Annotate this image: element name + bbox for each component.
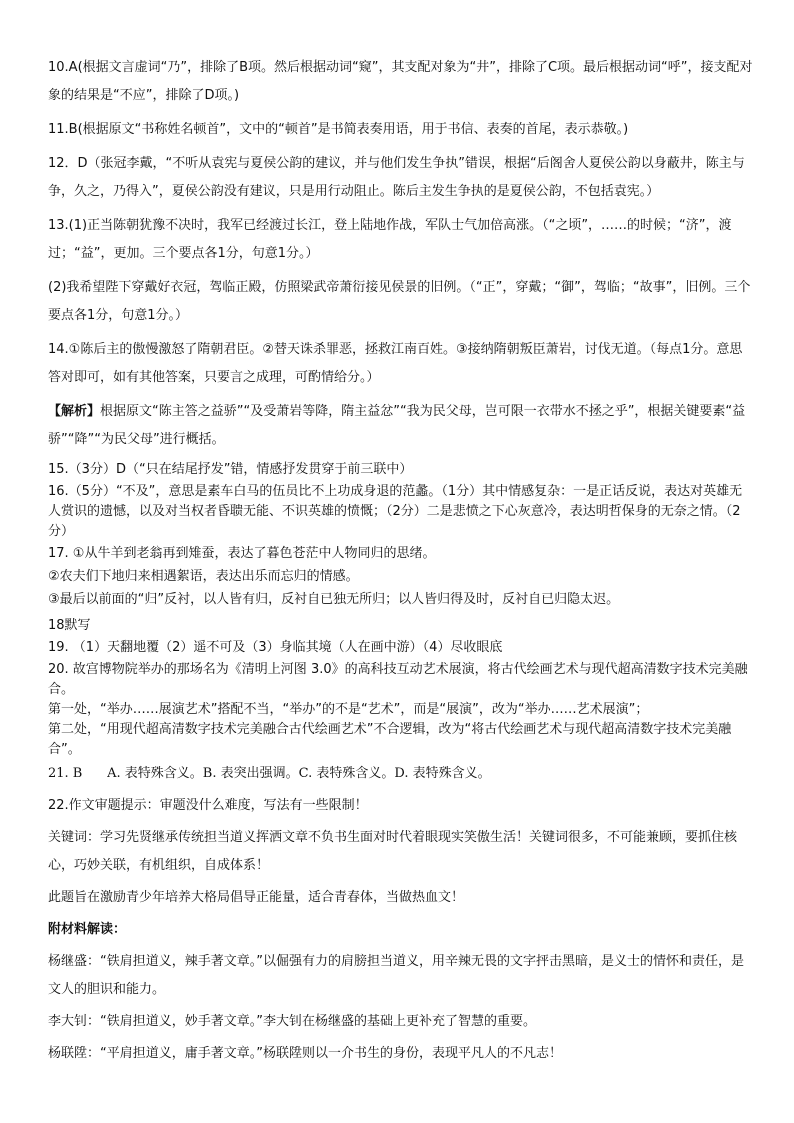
answer-q20-part2: 第一处，“举办……展演艺术”搭配不当，“举办”的不是“艺术”，而是“展演”，改为“举办……艺术展演”； [48,702,649,717]
essay-keywords: 关键词：学习先贤继承传统担当道义挥洒文章不负书生面对时代着眼现实笑傲生活！关键词很多，不可能兼顾，要抓住核心，巧妙关联，有机组织，自成体系！ [48,830,738,873]
material-yang-jisheng: 杨继盛：“铁肩担道义，辣手著文章。”以倔强有力的肩膀担当道义，用辛辣无畏的文字抨击黑暗，是义士的情怀和责任，是文人的胆识和能力。 [48,954,744,997]
answer-q13-part2: (2)我希望陛下穿戴好衣冠，驾临正殿，仿照梁武帝萧衍接见侯景的旧例。（“正”，穿戴；“御”，驾临；“故事”，旧例。三个要点各1分，句意1分。） [48,280,751,323]
answer-q10: 10.A(根据文言虚词“乃”，排除了B项。然后根据动词“窥”，其支配对象为“井”，排除了C项。最后根据动词“呼”，接支配对象的结果是“不应”，排除了D项。) [48,60,753,103]
analysis-label: 【解析】 [48,404,101,419]
answer-q19: 19. （1）天翻地覆（2）遥不可及（3）身临其境（人在画中游）（4）尽收眼底 [48,640,503,655]
answer-q17-part1: 17. ①从牛羊到老翁再到雉蚕，表达了暮色苍茫中人物同归的思绪。 [48,546,436,561]
answer-q13-part1: 13.(1)正当陈朝犹豫不决时，我军已经渡过长江，登上陆地作战，军队士气加倍高涨。（“之顷”，……的时候；“济”，渡过；“益”，更加。三个要点各1分，句意1分。） [48,218,732,261]
answer-q11: 11.B(根据原文“书称姓名顿首”，文中的“顿首”是书简表奏用语，用于书信、表奏的首尾，表示恭敬。) [48,122,629,137]
answer-q20-part1: 20. 故宫博物院举办的那场名为《清明上河图 3.0》的高科技互动艺术展演，将古代绘画艺术与现代超高清数字技术完美融合。 [48,662,748,697]
answer-q14: 14.①陈后主的傲慢激怒了隋朝君臣。②替天诛杀罪恶，拯救江南百姓。③接纳隋朝叛臣萧岩，讨伐无道。（每点1分。意思答对即可，如有其他答案，只要言之成理，可酌情给分。） [48,342,743,385]
answer-q15: 15.（3分）D（“只在结尾抒发”错，情感抒发贯穿于前三联中） [48,462,413,477]
material-li-dazhao: 李大钊：“铁肩担道义，妙手著文章。”李大钊在杨继盛的基础上更补充了智慧的重要。 [48,1014,536,1029]
answer-q20-part3: 第二处，“用现代超高清数字技术完美融合古代绘画艺术”不合逻辑，改为“将古代绘画艺术与现代超高清数字技术完美融合”。 [48,722,732,757]
answer-q14-analysis [48,398,754,454]
essay-purpose: 此题旨在激励青少年培养大格局倡导正能量，适合青春体，当做热血文！ [48,890,465,905]
material-yang-liansheng: 杨联陞：“平肩担道义，庸手著文章。”杨联陞则以一介书生的身份，表现平凡人的不凡志！ [48,1046,562,1061]
answer-q18: 18默写 [48,618,91,633]
answer-q16: 16.（5分）“不及”，意思是素车白马的伍员比不上功成身退的范蠡。（1分）其中情感复杂：一是正话反说，表达对英雄无人赏识的遗憾，以及对当权者昏聩无能、不识英雄的愤慨；（2分）二是悲愤之下心灰意冷，表达明哲保身的无奈之情。（2分） [48,484,743,539]
answer-q12: 12．D（张冠李戴，“不听从袁宪与夏侯公韵的建议，并与他们发生争执”错误，根据“后阁舍人夏侯公韵以身蔽井，陈主与争，久之，乃得入”，夏侯公韵没有建议，只是用行动阻止。陈后主发生争执的是夏侯公韵，不包括袁宪。） [48,156,745,199]
answer-q21: 21. B A. 表特殊含义。B. 表突出强调。C. 表特殊含义。D. 表特殊含义。 [48,766,491,781]
analysis-text: 根据原文“陈主答之益骄”“及受萧岩等降，隋主益忿”“我为民父母，岂可限一衣带水不拯之乎”，根据关键要素“益骄”“降”“为民父母”进行概括。 [48,404,746,447]
answer-q17-part2: ②农夫们下地归来相遇絮语，表达出乐而忘归的情感。 [48,569,359,584]
answer-q17-part3: ③最后以前面的“归”反衬，以人皆有归，反衬自已独无所归；以人皆归得及时，反衬自已归隐太迟。 [48,592,620,607]
material-title: 附材料解读： [48,922,127,937]
answer-q22: 22.作文审题提示：审题没什么难度，写法有一些限制！ [48,798,368,813]
